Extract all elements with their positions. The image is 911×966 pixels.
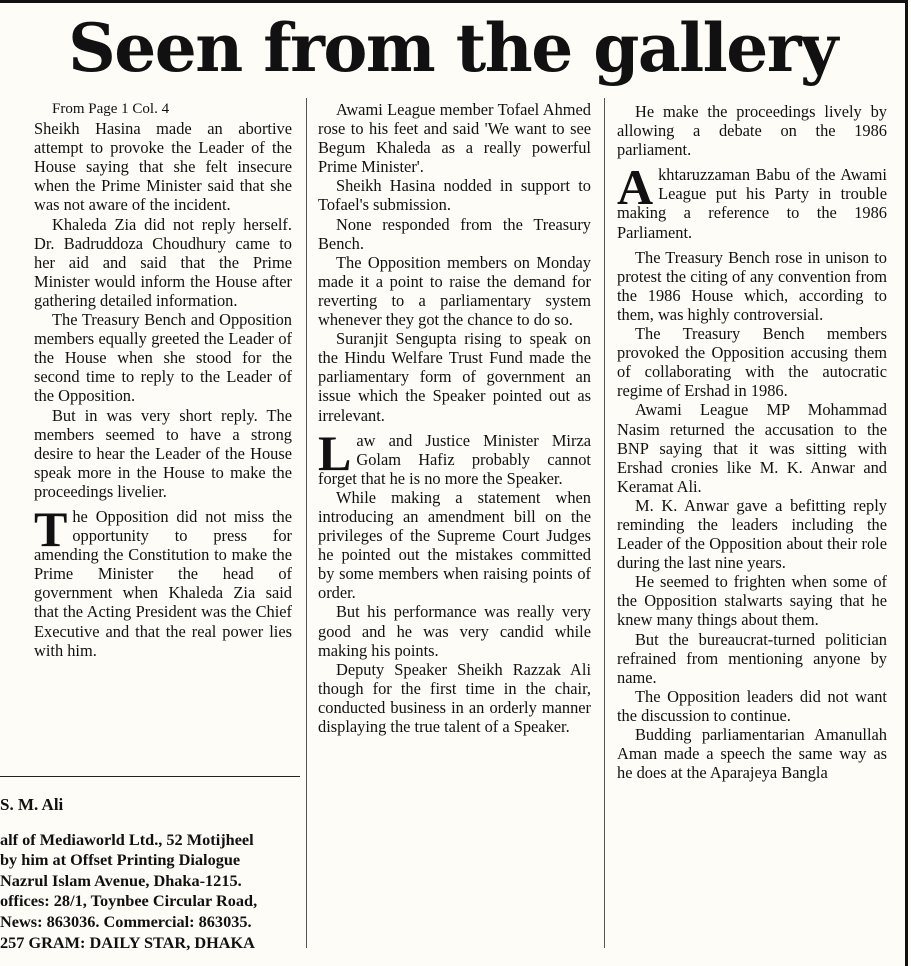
imprint-line: News: 863036. Commercial: 863035. (0, 911, 252, 931)
dropcap-paragraph-text: khtaruzzaman Babu of the Awami League put his Party in trouble making a reference to the 1986 Parliament. (617, 165, 887, 242)
imprint-line: alf of Mediaworld Ltd., 52 Motijheel (0, 829, 254, 849)
dropcap-paragraph (617, 159, 887, 242)
kicker: From Page 1 Col. 4 (52, 101, 170, 117)
dropcap: A (617, 159, 654, 216)
imprint (0, 795, 300, 953)
paragraph: Deputy Speaker Sheikh Razzak Ali though for the first time in the chair, conducted business in an orderly manner displaying the true talent of a Speaker. (318, 659, 591, 736)
paragraph: He seemed to frighten when some of the Opposition stalwarts saying that he knew many things about them. (617, 572, 887, 630)
dropcap: T (34, 500, 68, 557)
dropcap-paragraph (34, 500, 292, 660)
paragraph: The Treasury Bench and Opposition members equally greeted the Leader of the House when she stood for the second time to reply to the Leader of the Opposition. (34, 310, 292, 406)
paragraph: The Treasury Bench members provoked the Opposition accusing them of collaborating with the autocratic regime of Ershad in 1986. (617, 324, 887, 401)
imprint-divider (0, 776, 300, 777)
column-divider (604, 98, 605, 948)
dropcap-paragraph-text: he Opposition did not miss the opportunity to press for amending the Constitution to make the Prime Minister the head of government when Khaleda Zia said that the Acting President was the Chief Executive and that the real power lies with him. (34, 506, 292, 660)
paragraph: But his performance was really very good and he was very candid while making his points. (318, 602, 591, 660)
column-1 (34, 100, 292, 660)
paragraph: Khaleda Zia did not reply herself. Dr. Badruddoza Choudhury came to her aid and said that the Prime Minister would inform the House after gathering detailed information. (34, 214, 292, 310)
headline: Seen from the gallery (68, 9, 837, 87)
column-3 (617, 102, 887, 782)
paragraph: M. K. Anwar gave a befitting reply reminding the leaders including the Leader of the Opposition about their role during the last nine years. (617, 495, 887, 573)
paragraph: But the bureaucrat-turned politician refrained from mentioning anyone by name. (617, 629, 887, 687)
paragraph: Suranjit Sengupta rising to speak on the Hindu Welfare Trust Fund made the parliamentary form of government an issue which the Speaker pointed out as irrelevant. (318, 329, 591, 425)
paragraph: Awami League member Tofael Ahmed rose to his feet and said 'We want to see Begum Khaleda as a really powerful Prime Minister'. (318, 100, 591, 177)
paragraph: But in was very short reply. The members seemed to have a strong desire to hear the Leader of the House speak more in the House to make the proceedings livelier. (34, 405, 292, 501)
right-rule (905, 0, 908, 966)
paragraph: Sheikh Hasina made an abortive attempt to provoke the Leader of the House saying that she felt insecure when the Prime Minister said that she was not aware of the incident. (34, 119, 292, 215)
paragraph: The Opposition members on Monday made it a point to raise the demand for reverting to a parliamentary system whenever they got the chance to do so. (318, 252, 591, 330)
column-2 (318, 100, 591, 736)
paragraph: He make the proceedings lively by allowing a debate on the 1986 parliament. (617, 102, 887, 160)
paragraph: Awami League MP Mohammad Nasim returned the accusation to the BNP saying that it was sitting with Ershad cronies like M. K. Anwar and Keramat Ali. (617, 400, 887, 496)
paragraph: None responded from the Treasury Bench. (318, 214, 591, 253)
imprint-line: 257 GRAM: DAILY STAR, DHAKA (0, 932, 255, 952)
paragraph: Sheikh Hasina nodded in support to Tofael's submission. (318, 176, 591, 215)
dropcap-paragraph (318, 424, 591, 488)
paragraph: The Opposition leaders did not want the discussion to continue. (617, 686, 887, 725)
paragraph: Budding parliamentarian Amanullah Aman made a speech the same way as he does at the Aparajeya Bangla (617, 725, 887, 783)
paragraph: While making a statement when introducing an amendment bill on the privileges of the Supreme Court Judges he pointed out the mistakes committed by some members when raising points of order. (318, 487, 591, 603)
imprint-line: offices: 28/1, Toynbee Circular Road, (0, 891, 258, 911)
dropcap-paragraph-text: aw and Justice Minister Mirza Golam Hafiz probably cannot forget that he is no more the Speaker. (318, 430, 591, 488)
column-divider (306, 98, 307, 948)
top-rule (0, 0, 905, 3)
imprint-line: Nazrul Islam Avenue, Dhaka-1215. (0, 870, 242, 890)
dropcap: L (318, 424, 352, 481)
editor-name: S. M. Ali (0, 795, 64, 814)
imprint-line: by him at Offset Printing Dialogue (0, 850, 241, 870)
paragraph: The Treasury Bench rose in unison to protest the citing of any convention from the 1986 House which, according to them, was highly controversial. (617, 247, 887, 324)
